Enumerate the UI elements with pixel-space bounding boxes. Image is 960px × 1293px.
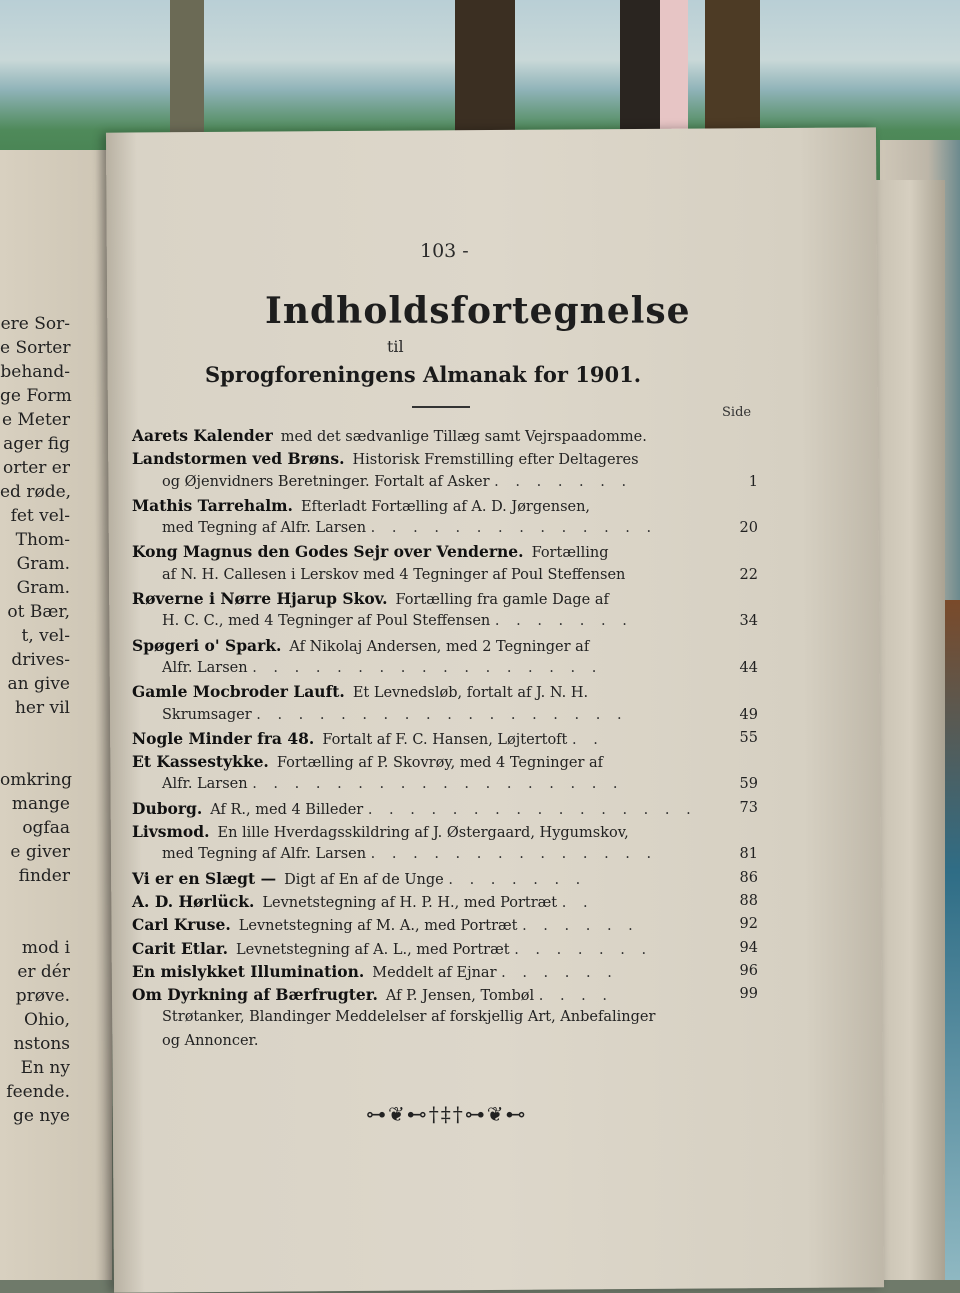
toc-entry [132,820,762,843]
toc-entry-page: 44 [739,659,758,676]
toc-entry-title: Om Dyrkning af Bærfrugter. [132,985,378,1005]
background-pillar [170,0,204,140]
left-page-line [0,912,70,936]
left-page-line: an give [7,674,70,694]
toc-leader-dots: . . . . . . [522,918,639,935]
toc-entry-page: 34 [739,613,758,630]
toc-entry-title: Aarets Kalender [132,426,273,445]
left-page-line: ager fig [3,434,70,454]
toc-leader-dots: . . . . . . . . . . . . . . [370,520,658,537]
toc-leader-dots: . . . . . . . [514,941,653,958]
toc-entry-text: Levnetstegning af A. L., med Portræt [236,941,510,958]
page-edges [875,180,945,1280]
left-page-line [0,720,70,744]
page-subtitle: Sprogforeningens Almanak for 1901. [205,362,642,387]
toc-leader-dots: . . . . . . . [494,613,633,630]
toc-entry-title: Livsmod. [132,822,210,842]
toc-entry-page: 88 [739,892,758,909]
left-page-line: Gram. [16,578,70,598]
toc-leader-dots: . . . . . . . . . . . . . . . . . [252,659,603,676]
toc-entry-page: 92 [739,916,758,933]
toc-leader-dots: . . . . [538,988,613,1005]
left-page-line: ogfaa [22,818,70,838]
toc-entry [132,424,762,447]
toc-entry [132,797,762,820]
left-page-line: ed røde, [0,482,72,502]
toc-entry [132,1030,762,1053]
toc-entry-text: Af P. Jensen, Tombøl [385,988,535,1005]
toc-entry-page: 73 [739,799,758,816]
toc-entry-title: Mathis Tarrehalm. [132,495,293,515]
toc-entry [132,867,762,890]
toc-entry-text: Af R., med 4 Billeder [210,801,364,818]
left-page-line: omkring [0,770,73,790]
divider [412,406,470,408]
left-page-line: mod i [21,938,70,958]
toc-entry [132,634,762,657]
left-page-line: e giver [10,842,70,862]
table-of-contents [132,424,762,1053]
toc-entry-text: Levnetstegning af H. P. H., med Portræt [262,894,558,911]
toc-leader-dots: . . [572,731,604,748]
toc-entry-page: 99 [739,986,758,1003]
toc-entry-text: og Øjenvidners Beretninger. Fortalt af Asker [162,473,490,490]
left-page-text [0,312,73,1128]
toc-entry-title: Carit Etlar. [132,938,229,958]
toc-entry [132,494,762,517]
toc-entry-text: Efterladt Fortælling af A. D. Jørgensen, [300,498,591,515]
toc-entry-title: Et Kassestykke. [132,752,269,772]
toc-entry [132,587,762,610]
left-page-line: fet vel- [10,506,70,526]
ornament-icon: ⊶❦⊷†‡†⊶❦⊷ [366,1102,528,1126]
toc-entry [132,937,762,960]
toc-entry [132,773,762,796]
toc-entry-text: Fortælling fra gamle Dage af [395,592,609,609]
toc-entry-title: Vi er en Slægt — [132,868,277,888]
toc-entry-text: Af Nikolaj Andersen, med 2 Tegninger af [289,638,590,655]
toc-leader-dots: . . [561,894,594,911]
toc-entry-title: Kong Magnus den Godes Sejr over Venderne. [132,542,524,562]
toc-entry [132,657,762,680]
page-column-label: Side [722,405,752,420]
toc-entry-text: og Annoncer. [162,1032,259,1049]
toc-entry-text: Strøtanker, Blandinger Meddelelser af forskjellig Art, Anbefalinger [162,1009,656,1026]
toc-entry-page: 81 [739,846,758,863]
page-number: 103 - [420,240,469,262]
toc-entry-title: Duborg. [132,798,203,818]
toc-entry [132,960,762,983]
left-page-line: En ny [20,1058,70,1078]
toc-entry-page: 55 [739,729,758,746]
page-title: Indholdsfortegnelse [265,290,691,332]
toc-entry [132,983,762,1006]
left-page-line: Thom- [15,530,70,550]
toc-entry-text: af N. H. Callesen i Lerskov med 4 Tegninger af Poul Steffensen [162,566,626,583]
background-book-spine [455,0,515,140]
toc-entry [132,1006,762,1029]
toc-entry-text: Skrumsager [162,706,252,723]
toc-entry [132,680,762,703]
background-book-spine [705,0,760,140]
toc-entry [132,517,762,540]
toc-leader-dots: . . . . . . . [494,473,633,490]
left-page-line [0,744,70,768]
left-page-line: ge Form [0,386,72,406]
toc-entry [132,843,762,866]
toc-leader-dots: . . . . . . . [448,871,587,888]
left-page-line [0,888,70,912]
background-book-spine [660,0,688,140]
toc-entry [132,750,762,773]
toc-entry-page: 22 [739,566,758,583]
toc-entry-title: Carl Kruse. [132,915,231,935]
toc-entry [132,704,762,727]
left-page-line: behand- [0,362,70,382]
toc-entry-page: 49 [739,706,758,723]
left-page-line: er dér [17,962,70,982]
toc-leader-dots: . . . . . . . . . . . . . . . . [367,801,697,818]
left-page-line: e Meter [2,410,70,430]
toc-entry-text: Fortalt af F. C. Hansen, Løjtertoft [322,731,568,748]
toc-entry-page: 1 [748,473,758,490]
left-page-line: mange [11,794,70,814]
toc-entry [132,564,762,587]
toc-entry [132,471,762,494]
toc-entry-title: A. D. Hørlück. [132,891,255,911]
toc-entry [132,447,762,470]
left-page-line: nstons [13,1034,70,1054]
left-page-line: drives- [11,650,70,670]
toc-entry-text: Historisk Fremstilling efter Deltageres [352,452,639,469]
left-page-line: ere Sor- [0,314,70,334]
toc-entry-page: 94 [739,939,758,956]
toc-entry-title: Røverne i Nørre Hjarup Skov. [132,589,388,609]
toc-entry-text: En lille Hverdagsskildring af J. Østergaard, Hygumskov, [217,825,629,842]
toc-entry-title: Gamle Mocbroder Lauft. [132,682,345,702]
toc-entry-page: 96 [739,962,758,979]
title-connector: til [387,337,404,356]
toc-entry-text: Et Levnedsløb, fortalt af J. N. H. [352,685,589,702]
left-page-line: ot Bær, [7,602,70,622]
toc-entry-text: Alfr. Larsen [162,776,248,793]
left-page-line: e Sorter [0,338,71,358]
toc-leader-dots: . . . . . . . . . . . . . . . . . . [256,706,628,723]
left-page-line: ge nye [13,1106,70,1126]
left-page-line: her vil [14,698,70,718]
left-page-line: Ohio, [24,1010,70,1030]
toc-leader-dots: . . . . . . [501,964,618,981]
toc-entry-text: Alfr. Larsen [162,659,248,676]
toc-entry-title: Spøgeri o' Spark. [132,635,282,655]
left-page-line: feende. [6,1082,70,1102]
toc-entry-page: 59 [739,776,758,793]
toc-entry-text: med det sædvanlige Tillæg samt Vejrspaadomme. [280,429,647,445]
toc-entry-text: H. C. C., med 4 Tegninger af Poul Steffensen [162,613,491,630]
toc-entry [132,540,762,563]
toc-entry-page: 20 [739,520,758,537]
left-page-line: prøve. [15,986,70,1006]
toc-entry-text: med Tegning af Alfr. Larsen [162,846,367,863]
toc-entry-text: Digt af En af de Unge [284,871,444,888]
toc-entry [132,727,762,750]
toc-entry-text: Meddelt af Ejnar [372,964,497,981]
toc-entry-title: En mislykket Illumination. [132,961,365,981]
toc-entry-text: Fortælling af P. Skovrøy, med 4 Tegninger af [276,755,604,772]
toc-leader-dots: . . . . . . . . . . . . . . [370,846,658,863]
background-book-spine [620,0,660,140]
left-page-line: orter er [3,458,70,478]
toc-entry-text: Levnetstegning af M. A., med Portræt [238,918,518,935]
toc-entry-page: 86 [739,869,758,886]
toc-entry-title: Landstormen ved Brøns. [132,449,345,469]
toc-entry-text: med Tegning af Alfr. Larsen [162,520,367,537]
toc-entry-title: Nogle Minder fra 48. [132,728,315,748]
toc-entry-text: Fortælling [531,545,609,562]
toc-entry [132,610,762,633]
toc-entry [132,890,762,913]
toc-leader-dots: . . . . . . . . . . . . . . . . . . [252,776,624,793]
toc-entry [132,913,762,936]
left-page-line: finder [18,866,70,886]
left-page-line: t, vel- [21,626,70,646]
left-page-line: Gram. [16,554,70,574]
